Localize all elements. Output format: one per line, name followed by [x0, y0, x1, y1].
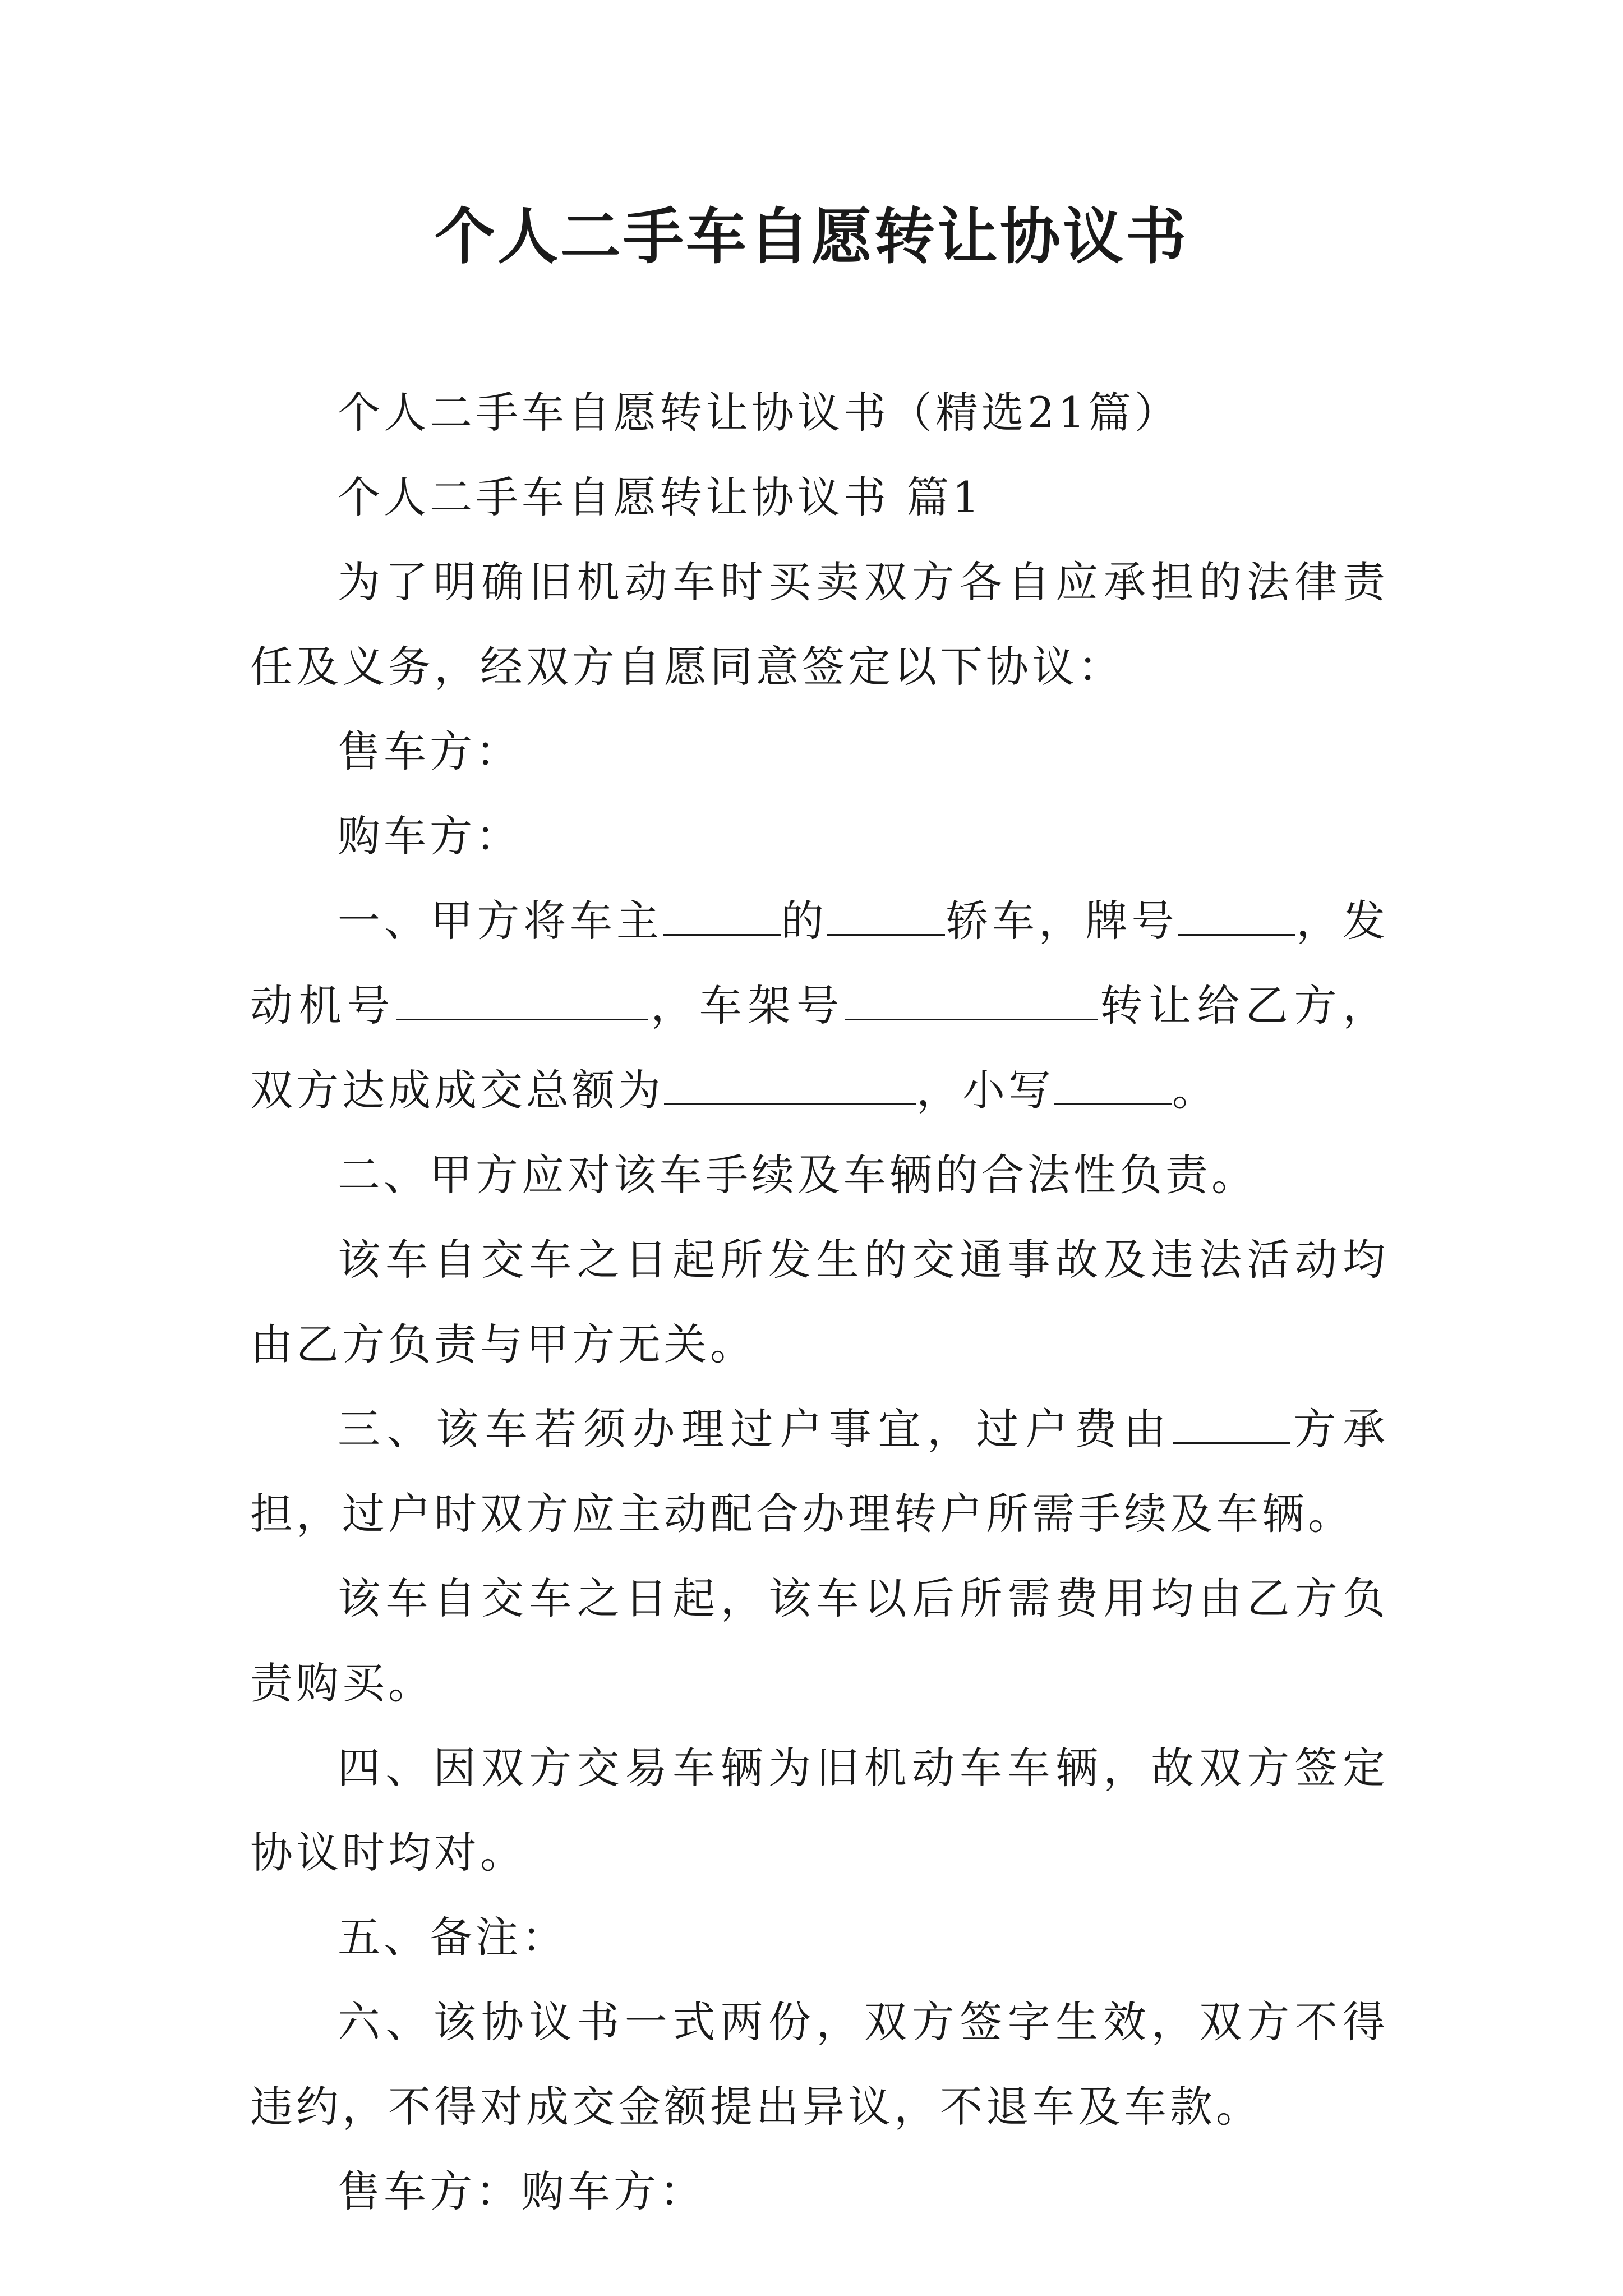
clause-2: 二、甲方应对该车手续及车辆的合法性负责。	[338, 1150, 1257, 1200]
clause-1-text: 一、甲方将车主	[338, 896, 663, 946]
signature-line: 售车方：购车方：	[338, 2166, 706, 2216]
intro-paragraph: 为了明确旧机动车时买卖双方各自应承担的法律责任及义务，经双方自愿同意签定以下协议：	[250, 557, 1389, 692]
clause-2-note: 该车自交车之日起所发生的交通事故及违法活动均由乙方负责与甲方无关。	[250, 1235, 1389, 1369]
document-title: 个人二手车自愿转让协议书	[434, 201, 1188, 272]
clause-1-text: ，发动机号	[250, 896, 1389, 1030]
owner-blank	[663, 899, 781, 936]
clause-1-text: 转让给乙方，双方达成成交总额为	[250, 981, 1389, 1115]
section-heading: 个人二手车自愿转让协议书 篇1	[338, 472, 983, 522]
clause-1-text: ，车架号	[648, 981, 845, 1030]
clause-5: 五、备注：	[338, 1912, 568, 1962]
document-subtitle: 个人二手车自愿转让协议书（精选21篇）	[338, 388, 1181, 438]
frame-number-blank	[845, 984, 1098, 1020]
clause-1-text: 。	[1172, 1065, 1218, 1115]
clause-1	[250, 878, 1389, 1133]
clause-3	[250, 1387, 1389, 1556]
transfer-fee-party-blank	[1173, 1407, 1290, 1444]
clause-1-text: 轿车，牌号	[945, 896, 1178, 946]
seller-label: 售车方：	[338, 726, 522, 776]
car-model-blank	[827, 899, 945, 936]
total-amount-blank	[664, 1069, 916, 1105]
clause-3-text: 三、该车若须办理过户事宜，过户费由	[338, 1404, 1173, 1454]
amount-figures-blank	[1054, 1069, 1172, 1105]
engine-number-blank	[396, 984, 648, 1020]
clause-3-text: 方承担，过户时双方应主动配合办理转户所需手续及车辆。	[250, 1404, 1389, 1539]
clause-3-note: 该车自交车之日起，该车以后所需费用均由乙方负责购买。	[250, 1573, 1389, 1708]
clause-1-text: 的	[780, 896, 828, 946]
clause-4: 四、因双方交易车辆为旧机动车车辆，故双方签定协议时均对。	[250, 1743, 1389, 1878]
document-body	[250, 370, 1389, 2234]
clause-6: 六、该协议书一式两份，双方签字生效，双方不得违约，不得对成交金额提出异议，不退车及车款。	[250, 1997, 1389, 2132]
plate-number-blank	[1178, 899, 1295, 936]
clause-1-text: ，小写	[916, 1065, 1054, 1115]
buyer-label: 购车方：	[338, 811, 522, 861]
